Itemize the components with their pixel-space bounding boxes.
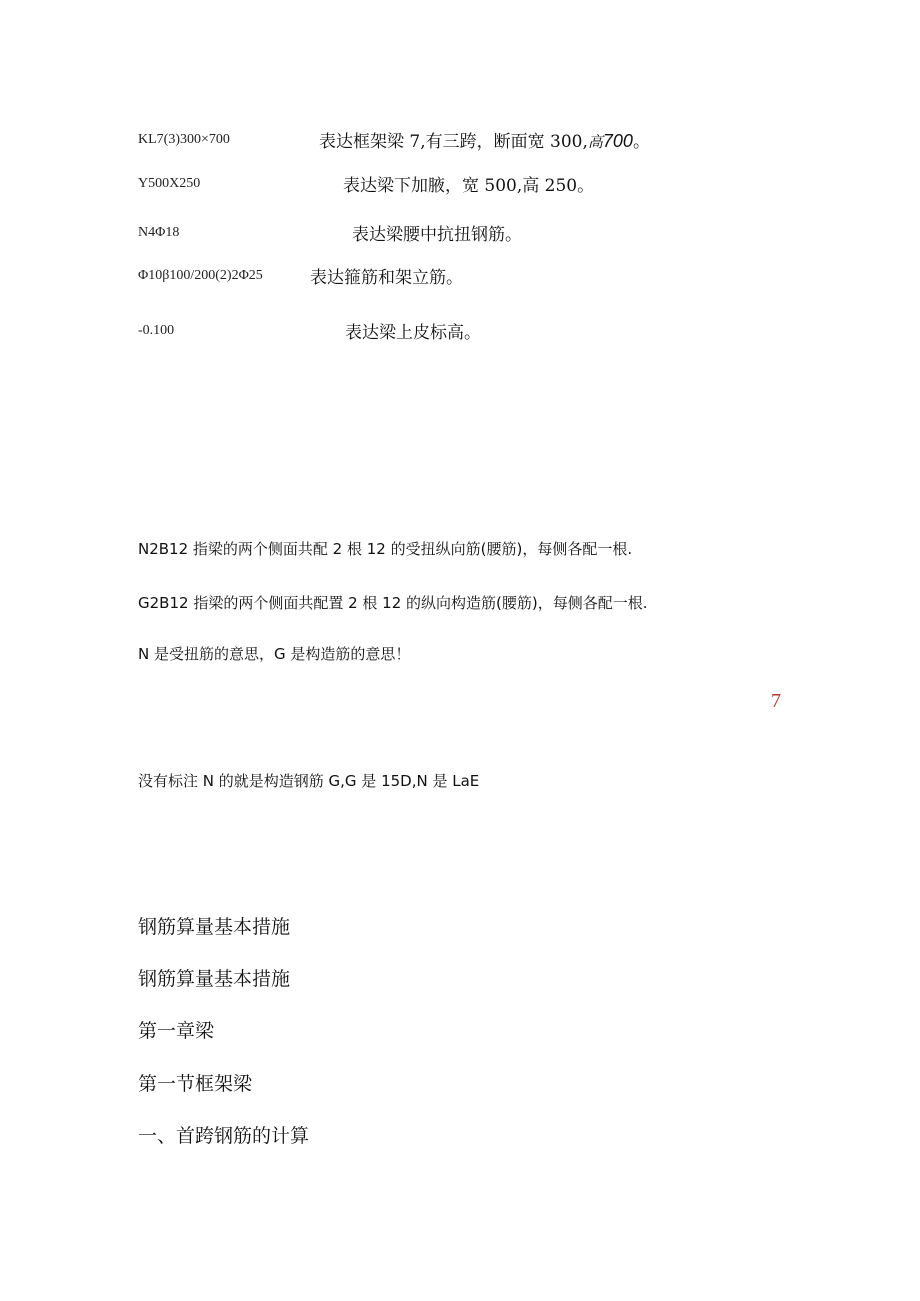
notation-desc: 表达梁上皮标高。 [345, 323, 481, 343]
notation-code: N4Φ18 [138, 225, 180, 240]
notation-desc: 表达梁下加腋，宽 500,高 250。 [343, 176, 595, 196]
page-number: 7 [771, 690, 781, 712]
section-heading: 钢筋算量基本措施 [138, 968, 291, 990]
note-paragraph: 没有标注 N 的就是构造钢筋 G,G 是 15D,N 是 LaE [138, 772, 480, 790]
notation-code: KL7(3)300×700 [138, 132, 230, 147]
note-paragraph: G2B12 指梁的两个侧面共配置 2 根 12 的纵向构造筋(腰筋)，每侧各配一根. [138, 594, 648, 612]
notation-row [138, 223, 522, 245]
notation-code: -0.100 [138, 323, 175, 338]
chapter-heading: 第一章梁 [138, 1020, 215, 1042]
section-heading: 第一节框架梁 [138, 1073, 253, 1095]
note-paragraph: N 是受扭筋的意思，G 是构造筋的意思！ [138, 645, 411, 663]
subsection-heading: 一、首跨钢筋的计算 [138, 1125, 310, 1147]
note-paragraph: N2B12 指梁的两个侧面共配 2 根 12 的受扭纵向筋(腰筋)，每侧各配一根. [138, 540, 633, 558]
notation-row [138, 266, 463, 288]
section-heading: 钢筋算量基本措施 [138, 916, 291, 938]
notation-row [138, 174, 595, 196]
notation-desc: 表达梁腰中抗扭钢筋。 [352, 225, 522, 245]
notation-desc: 表达框架梁 7,有三跨，断面宽 300,高700。 [319, 131, 650, 152]
notation-code: Y500X250 [138, 176, 201, 191]
notation-row [138, 130, 650, 152]
notation-row [138, 321, 481, 343]
notation-code: Φ10β100/200(2)2Φ25 [138, 268, 263, 283]
notation-desc: 表达箍筋和架立筋。 [310, 268, 463, 288]
